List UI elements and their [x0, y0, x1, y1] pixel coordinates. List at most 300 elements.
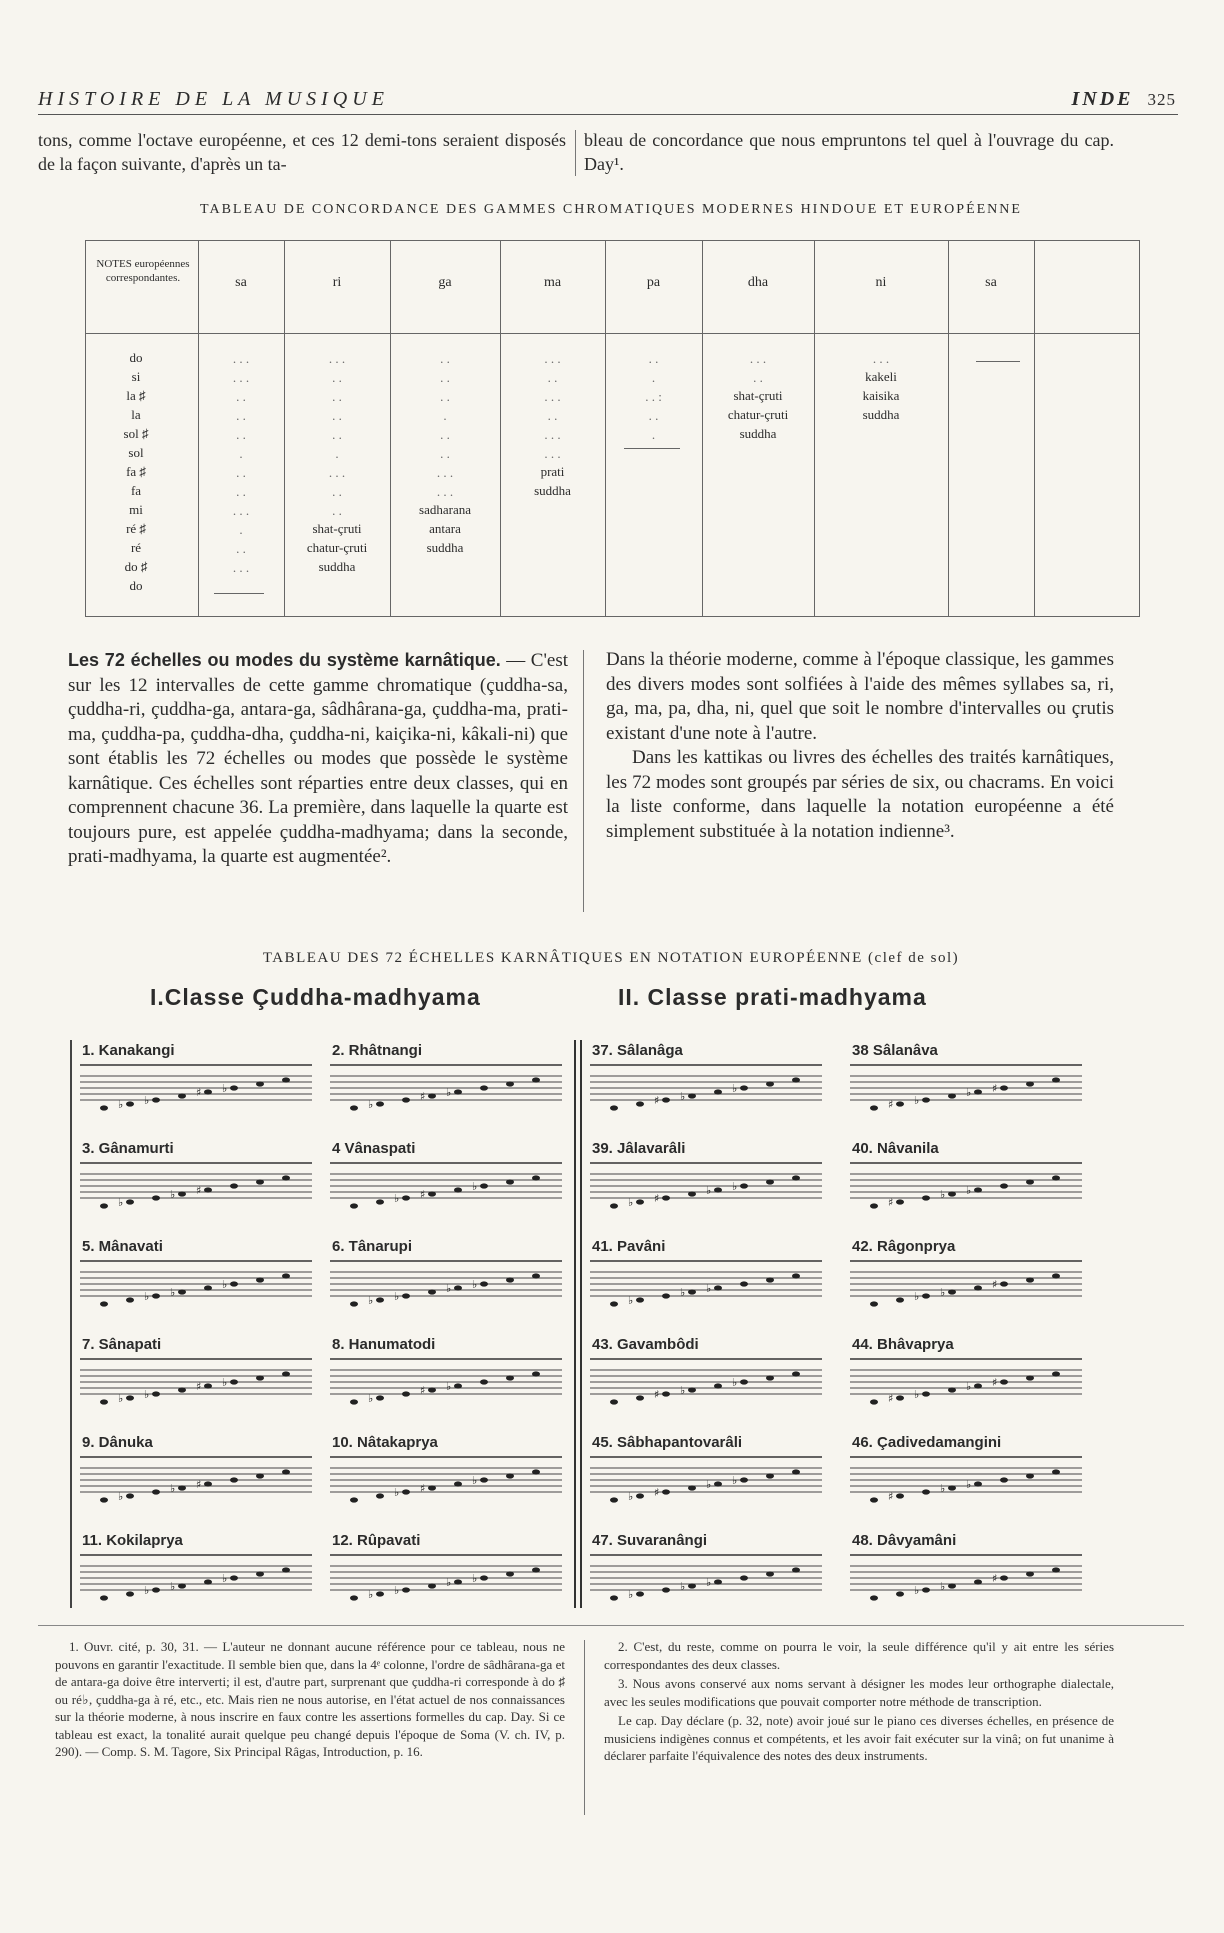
accidental: ♭ — [368, 1294, 374, 1307]
staff — [330, 1064, 562, 1124]
note — [922, 1489, 930, 1494]
staff — [80, 1456, 312, 1516]
accidental: ♭ — [144, 1388, 150, 1401]
accidental: ♭ — [144, 1584, 150, 1597]
staff — [850, 1456, 1082, 1516]
note — [1026, 1375, 1034, 1380]
note — [1000, 1379, 1008, 1384]
note — [948, 1093, 956, 1098]
mode-name: 39. Jâlavarâli — [592, 1140, 686, 1157]
mode-name: 7. Sânapati — [82, 1336, 162, 1353]
note — [428, 1387, 436, 1392]
mode-name: 1. Kanakangi — [82, 1042, 175, 1059]
pa-dash — [624, 448, 680, 449]
note — [610, 1301, 618, 1306]
note — [454, 1285, 462, 1290]
note — [350, 1595, 358, 1600]
note — [766, 1473, 774, 1478]
note — [282, 1469, 290, 1474]
note — [922, 1097, 930, 1102]
row-sol-sharp: sol ♯ — [123, 426, 149, 441]
note — [350, 1399, 358, 1404]
note — [532, 1469, 540, 1474]
note — [480, 1281, 488, 1286]
note — [662, 1489, 670, 1494]
note — [282, 1371, 290, 1376]
mode-name: 12. Rûpavati — [332, 1532, 421, 1549]
accidental: ♯ — [888, 1196, 894, 1209]
accidental: ♭ — [706, 1576, 712, 1589]
note — [974, 1285, 982, 1290]
note — [402, 1489, 410, 1494]
note — [948, 1191, 956, 1196]
mode-name: 2. Rhâtnangi — [332, 1042, 423, 1059]
accidental: ♭ — [628, 1588, 634, 1601]
mode-name: 43. Gavambôdi — [592, 1336, 699, 1353]
note — [1026, 1277, 1034, 1282]
accidental: ♭ — [222, 1082, 228, 1095]
note — [152, 1293, 160, 1298]
note — [256, 1473, 264, 1478]
note — [688, 1289, 696, 1294]
accidental: ♭ — [732, 1082, 738, 1095]
body-right-p1: Dans la théorie moderne, comme à l'époque classique, les gammes des divers modes sont solfiées à l'aide des mêmes syllabes sa, ri, ga, ma, pa, dha, ni, quel que soit le nombre d'intervalles ou çrutis existant d'une note à l'autre. — [606, 649, 1114, 744]
note — [948, 1289, 956, 1294]
dha-shat-cruti: shat-çruti — [733, 388, 783, 403]
body-right — [606, 648, 1114, 844]
body-left — [68, 648, 568, 870]
accidental: ♭ — [732, 1180, 738, 1193]
note — [610, 1105, 618, 1110]
section-heading: Les 72 échelles ou modes du système karnâtique. — [68, 650, 501, 670]
note — [506, 1473, 514, 1478]
notes-header: NOTES européennes correspondantes. — [96, 258, 190, 284]
concordance-table — [85, 240, 1140, 617]
note — [100, 1203, 108, 1208]
mode-scale — [850, 1042, 1090, 1132]
note — [896, 1199, 904, 1204]
note — [636, 1493, 644, 1498]
accidental: ♭ — [118, 1392, 124, 1405]
note — [350, 1497, 358, 1502]
ri-chatur-cruti: chatur-çruti — [306, 540, 368, 555]
note — [256, 1277, 264, 1282]
left-brace — [70, 1040, 72, 1608]
note — [230, 1575, 238, 1580]
header-rule — [38, 114, 1178, 115]
mode-scale — [590, 1336, 830, 1426]
accidental: ♭ — [628, 1490, 634, 1503]
mode-scale — [590, 1434, 830, 1524]
note — [636, 1297, 644, 1302]
note — [714, 1187, 722, 1192]
note — [480, 1379, 488, 1384]
mode-name: 44. Bhâvaprya — [852, 1336, 954, 1353]
mode-scale — [330, 1336, 570, 1426]
accidental: ♭ — [368, 1588, 374, 1601]
ri-shat-cruti: shat-çruti — [312, 521, 362, 536]
scales-title: TABLEAU DES 72 ÉCHELLES KARNÂTIQUES EN NOTATION EUROPÉENNE (clef de sol) — [262, 950, 960, 966]
note — [506, 1277, 514, 1282]
class-divider-2 — [580, 1040, 582, 1608]
note — [204, 1579, 212, 1584]
accidental: ♯ — [888, 1098, 894, 1111]
note — [428, 1289, 436, 1294]
row-re-sharp: ré ♯ — [126, 521, 146, 536]
note — [532, 1567, 540, 1572]
page-number: 325 — [1147, 90, 1176, 109]
col-ma: ma — [543, 275, 562, 290]
note — [688, 1191, 696, 1196]
accidental: ♭ — [446, 1282, 452, 1295]
col-ni: ni — [875, 275, 887, 290]
accidental: ♯ — [196, 1380, 202, 1393]
footnotes-left — [55, 1638, 565, 1763]
note — [454, 1383, 462, 1388]
mode-name: 4 Vânaspati — [332, 1140, 416, 1157]
note — [428, 1093, 436, 1098]
note — [662, 1195, 670, 1200]
note — [126, 1297, 134, 1302]
row-fa-sharp: fa ♯ — [126, 464, 146, 479]
row-fa: fa — [130, 483, 142, 498]
note — [204, 1285, 212, 1290]
accidental: ♯ — [888, 1490, 894, 1503]
accidental: ♯ — [196, 1086, 202, 1099]
footnote-1: 1. Ouvr. cité, p. 30, 31. — L'auteur ne donnant aucune référence pour ce tableau, nous ne pouvons en garantir l'exactitude. Il semble bien que, dans la 4ᵉ colonne, l'ordre de sâdhârana-ga et de antara-ga doive être interverti; il est, d'autre part, surprenant que çuddha-ri corresponde à do ♯ ou ré♭, çuddha-ga à ré, etc., etc. Mais rien ne nous autorise, en l'état actuel de nos connaissances sur la théorie moderne, à nous inscrire en faux contre les assertions formelles du cap. Day. Si ce tableau est exact, la tonalité aurait quelque peu changé depuis l'époque de Soma (V. ch. IV, p. 290). — Comp. S. M. Tagore, Six Principal Râgas, Introduction, p. 16. — [55, 1639, 565, 1759]
note — [714, 1285, 722, 1290]
footnote-2: 2. C'est, du reste, comme on pourra le voir, la seule différence qu'il y ait entre les séries correspondantes des deux classes. — [604, 1639, 1114, 1672]
note — [1000, 1085, 1008, 1090]
note — [870, 1105, 878, 1110]
accidental: ♯ — [654, 1486, 660, 1499]
note — [688, 1583, 696, 1588]
note — [480, 1477, 488, 1482]
note — [766, 1179, 774, 1184]
note — [204, 1481, 212, 1486]
mode-name: 45. Sâbhapantovarâli — [592, 1434, 743, 1451]
accidental: ♭ — [732, 1376, 738, 1389]
note — [948, 1485, 956, 1490]
ni-kakeli: kakeli — [865, 369, 897, 384]
accidental: ♯ — [196, 1478, 202, 1491]
accidental: ♭ — [170, 1286, 176, 1299]
ni-dots: . . . — [872, 351, 890, 366]
note — [428, 1191, 436, 1196]
note — [1052, 1567, 1060, 1572]
accidental: ♭ — [472, 1180, 478, 1193]
ga-sadharana: sadharana — [419, 502, 471, 517]
note — [792, 1273, 800, 1278]
note — [896, 1101, 904, 1106]
accidental: ♭ — [222, 1376, 228, 1389]
note — [376, 1493, 384, 1498]
note — [100, 1595, 108, 1600]
accidental: ♭ — [170, 1188, 176, 1201]
mode-scale — [80, 1042, 320, 1132]
accidental: ♯ — [654, 1388, 660, 1401]
accidental: ♭ — [394, 1486, 400, 1499]
note — [922, 1195, 930, 1200]
staff — [850, 1064, 1082, 1124]
note — [974, 1383, 982, 1388]
ma-dots: . . . . . . . . . . . . . . . . — [544, 351, 561, 461]
accidental: ♭ — [628, 1294, 634, 1307]
footnote-separator — [584, 1640, 585, 1815]
note — [506, 1081, 514, 1086]
accidental: ♭ — [706, 1184, 712, 1197]
mode-scale — [590, 1238, 830, 1328]
note — [740, 1183, 748, 1188]
mode-name: 42. Râgonprya — [852, 1238, 956, 1255]
staff — [80, 1064, 312, 1124]
footnotes-right — [604, 1638, 1114, 1767]
note — [1000, 1575, 1008, 1580]
note — [204, 1187, 212, 1192]
accidental: ♭ — [940, 1580, 946, 1593]
note — [610, 1399, 618, 1404]
accidental: ♭ — [472, 1572, 478, 1585]
note — [610, 1203, 618, 1208]
note — [282, 1567, 290, 1572]
note — [204, 1089, 212, 1094]
row-do-low: do — [129, 578, 143, 593]
col-ga: ga — [438, 275, 452, 290]
note — [256, 1179, 264, 1184]
mode-scale — [850, 1336, 1090, 1426]
accidental: ♭ — [966, 1478, 972, 1491]
accidental: ♭ — [446, 1576, 452, 1589]
note — [1052, 1273, 1060, 1278]
running-head: HISTOIRE DE LA MUSIQUE — [38, 88, 389, 110]
note — [1052, 1371, 1060, 1376]
accidental: ♭ — [706, 1478, 712, 1491]
section-head — [1071, 88, 1176, 111]
note — [740, 1575, 748, 1580]
note — [178, 1583, 186, 1588]
note — [1026, 1081, 1034, 1086]
intro-left: tons, comme l'octave européenne, et ces 12 demi-tons seraient disposés de la façon suivante, d'après un ta- — [38, 130, 566, 174]
mode-name: 3. Gânamurti — [82, 1140, 174, 1157]
note — [178, 1485, 186, 1490]
note — [870, 1399, 878, 1404]
accidental: ♭ — [940, 1188, 946, 1201]
note — [792, 1175, 800, 1180]
note — [974, 1481, 982, 1486]
note — [376, 1395, 384, 1400]
note — [766, 1081, 774, 1086]
note — [948, 1583, 956, 1588]
mode-name: 9. Dânuka — [82, 1434, 153, 1451]
body-right-p2: Dans les kattikas ou livres des échelles des traités karnâtiques, les 72 modes sont groupés par séries de six, ou chacrams. En voici la liste conforme, dans laquelle la notation européenne a été simplement substituée à la notation indienne³. — [606, 747, 1114, 842]
mode-scale — [850, 1140, 1090, 1230]
note — [428, 1583, 436, 1588]
note — [454, 1481, 462, 1486]
intro-right: bleau de concordance que nous empruntons tel quel à l'ouvrage du cap. Day¹. — [584, 130, 1114, 174]
mode-name: 46. Çadivedamangini — [852, 1434, 1002, 1451]
note — [256, 1375, 264, 1380]
mode-name: 48. Dâvyamâni — [852, 1532, 957, 1549]
note — [402, 1391, 410, 1396]
note — [1052, 1175, 1060, 1180]
accidental: ♭ — [914, 1584, 920, 1597]
note — [870, 1497, 878, 1502]
note — [230, 1477, 238, 1482]
note — [100, 1497, 108, 1502]
mode-name: 5. Mânavati — [82, 1238, 163, 1255]
ni-kaisika: kaisika — [862, 388, 900, 403]
note — [714, 1383, 722, 1388]
note — [256, 1081, 264, 1086]
accidental: ♯ — [420, 1482, 426, 1495]
note — [870, 1301, 878, 1306]
staff — [80, 1260, 312, 1320]
staff — [80, 1554, 312, 1614]
note — [662, 1391, 670, 1396]
sa-dash — [214, 593, 264, 594]
note — [350, 1301, 358, 1306]
note — [152, 1587, 160, 1592]
row-do: do — [129, 350, 143, 365]
note — [532, 1175, 540, 1180]
note — [506, 1179, 514, 1184]
accidental: ♭ — [628, 1196, 634, 1209]
note — [532, 1273, 540, 1278]
accidental: ♭ — [914, 1094, 920, 1107]
note — [376, 1199, 384, 1204]
accidental: ♭ — [144, 1290, 150, 1303]
table-title: TABLEAU DE CONCORDANCE DES GAMMES CHROMATIQUES MODERNES HINDOUE ET EUROPÉENNE — [200, 202, 1022, 217]
row-la: la — [131, 407, 141, 422]
accidental: ♯ — [992, 1376, 998, 1389]
accidental: ♯ — [888, 1392, 894, 1405]
row-re: ré — [130, 540, 142, 555]
ga-antara: antara — [429, 521, 461, 536]
accidental: ♭ — [446, 1380, 452, 1393]
note — [282, 1077, 290, 1082]
dha-chatur-cruti: chatur-çruti — [727, 407, 789, 422]
note — [610, 1497, 618, 1502]
note — [152, 1489, 160, 1494]
mode-scale — [850, 1532, 1090, 1622]
note — [896, 1395, 904, 1400]
note — [282, 1273, 290, 1278]
accidental: ♭ — [170, 1580, 176, 1593]
staff — [330, 1162, 562, 1222]
note — [896, 1493, 904, 1498]
note — [1000, 1477, 1008, 1482]
staff — [590, 1064, 822, 1124]
mode-name: 11. Kokilaprya — [82, 1532, 183, 1549]
mode-scale — [80, 1434, 320, 1524]
note — [922, 1391, 930, 1396]
accidental: ♭ — [966, 1380, 972, 1393]
note — [532, 1371, 540, 1376]
accidental: ♭ — [118, 1490, 124, 1503]
staff — [590, 1162, 822, 1222]
staff — [330, 1456, 562, 1516]
body-left-text: — C'est sur les 12 intervalles de cette gamme chromatique (çuddha-sa, çuddha-ri, çuddha-ga, antara-ga, sâdhârana-ga, çuddha-ma, prati-ma, çuddha-pa, çuddha-dha, çuddha-ni, kaiçika-ni, kâkali-ni) que sont établis les 72 échelles ou modes que possède le système karnâtique. Ces échelles sont réparties entre deux classes, qui en comprennent chacune 36. La première, dans laquelle la quarte est toujours pure, est appelée çuddha-madhyama; dans la seconde, prati-madhyama, la quarte est augmentée². — [68, 650, 569, 867]
mode-name: 8. Hanumatodi — [332, 1336, 436, 1353]
mode-scale — [330, 1140, 570, 1230]
class-1-title: I.Classe Çuddha-madhyama — [150, 984, 481, 1010]
accidental: ♯ — [420, 1090, 426, 1103]
accidental: ♭ — [118, 1196, 124, 1209]
note — [376, 1101, 384, 1106]
note — [922, 1293, 930, 1298]
note — [662, 1587, 670, 1592]
note — [506, 1375, 514, 1380]
accidental: ♭ — [732, 1474, 738, 1487]
note — [178, 1191, 186, 1196]
note — [454, 1579, 462, 1584]
accidental: ♯ — [992, 1082, 998, 1095]
row-do-sharp: do ♯ — [124, 559, 148, 574]
note — [230, 1085, 238, 1090]
mode-scale — [330, 1238, 570, 1328]
note — [1000, 1281, 1008, 1286]
column-separator — [575, 130, 576, 176]
accidental: ♯ — [420, 1384, 426, 1397]
col-dha: dha — [747, 275, 769, 290]
mode-scale — [80, 1140, 320, 1230]
col-sa: sa — [235, 275, 247, 290]
accidental: ♭ — [940, 1482, 946, 1495]
note — [792, 1469, 800, 1474]
note — [152, 1195, 160, 1200]
note — [230, 1281, 238, 1286]
note — [126, 1493, 134, 1498]
mode-name: 47. Suvaranângi — [592, 1532, 708, 1549]
note — [480, 1183, 488, 1188]
mode-scale — [850, 1434, 1090, 1524]
note — [230, 1183, 238, 1188]
dha-dots: . . . . . — [749, 351, 767, 385]
staff — [850, 1358, 1082, 1418]
accidental: ♭ — [368, 1392, 374, 1405]
note — [610, 1595, 618, 1600]
note — [376, 1591, 384, 1596]
accidental: ♭ — [222, 1572, 228, 1585]
note — [402, 1293, 410, 1298]
accidental: ♯ — [654, 1192, 660, 1205]
staff — [590, 1260, 822, 1320]
note — [350, 1105, 358, 1110]
note — [662, 1097, 670, 1102]
note — [152, 1391, 160, 1396]
note — [230, 1379, 238, 1384]
staff — [590, 1554, 822, 1614]
note — [100, 1301, 108, 1306]
note — [636, 1101, 644, 1106]
note — [792, 1371, 800, 1376]
staff — [590, 1456, 822, 1516]
ni-suddha: suddha — [862, 407, 900, 422]
accidental: ♭ — [680, 1286, 686, 1299]
note — [948, 1387, 956, 1392]
note — [152, 1097, 160, 1102]
note — [1000, 1183, 1008, 1188]
footnote-4: Le cap. Day déclare (p. 32, note) avoir joué sur le piano ces diverses échelles, en présence de musiciens indigènes connus et compétents, et les avoir fait exécuter sur la vinâ; on fut unanime à déclarer parfaite l'équivalence des notes des deux instruments. — [604, 1713, 1114, 1763]
staff — [850, 1162, 1082, 1222]
note — [636, 1591, 644, 1596]
row-si: si — [131, 369, 141, 384]
row-la-sharp: la ♯ — [126, 388, 146, 403]
accidental: ♭ — [394, 1290, 400, 1303]
note — [974, 1187, 982, 1192]
note — [792, 1077, 800, 1082]
note — [896, 1591, 904, 1596]
